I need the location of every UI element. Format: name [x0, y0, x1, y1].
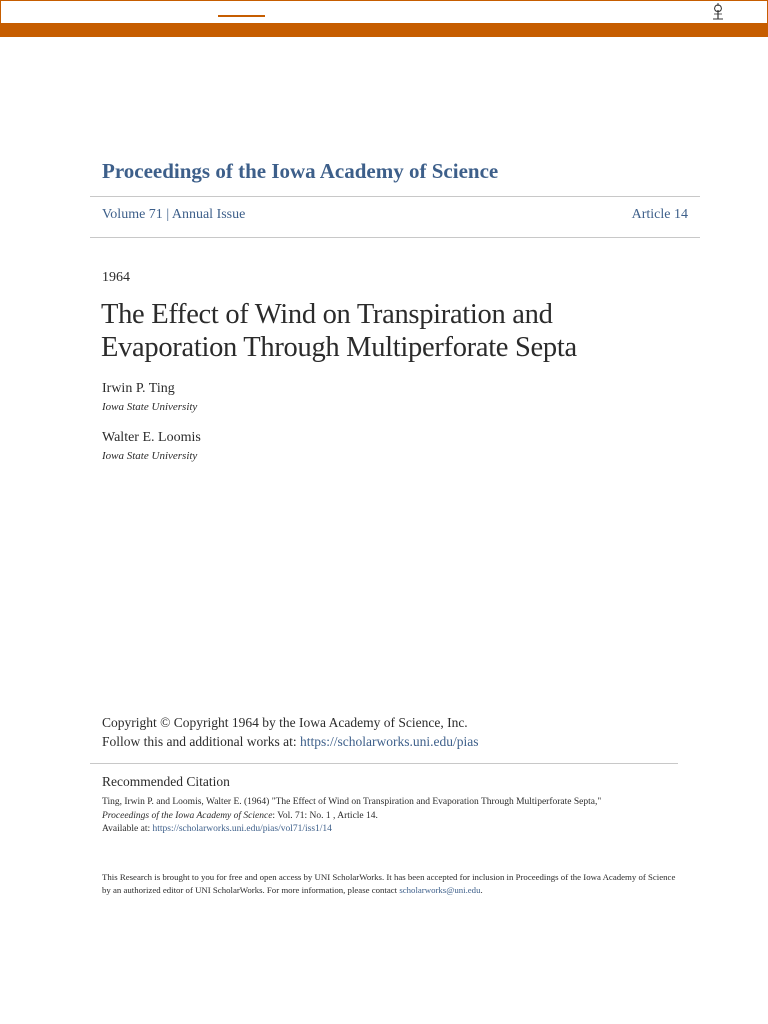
author-name[interactable]: Irwin P. Ting [102, 381, 175, 396]
publication-year: 1964 [102, 270, 130, 285]
author-affiliation: Iowa State University [102, 401, 198, 413]
divider [90, 763, 678, 764]
notice-text: This Research is brought to you for free and open access by UNI ScholarWorks. It has been accepted for inclusion in Proceedings of the Iowa Academy of Science by an authorized editor of UNI ScholarWorks. For more information, please contact [102, 872, 676, 895]
separator: | [166, 207, 170, 222]
header-link[interactable] [218, 15, 265, 17]
scholarworks-logo-icon[interactable] [709, 2, 727, 22]
article-title-line: The Effect of Wind on Transpiration and [101, 299, 553, 330]
divider [90, 196, 700, 197]
author-name[interactable]: Walter E. Loomis [102, 430, 201, 445]
collection-link[interactable]: https://scholarworks.uni.edu/pias [300, 734, 479, 749]
available-prefix: Available at: [102, 824, 153, 834]
article-title-line: Evaporation Through Multiperforate Septa [101, 332, 577, 363]
recommended-citation-heading: Recommended Citation [102, 774, 230, 789]
top-header-bar [0, 0, 768, 23]
article-number-link[interactable]: Article 14 [631, 207, 688, 222]
citation-volume: : Vol. 71: No. 1 , Article 14. [272, 810, 378, 821]
notice-end: . [480, 885, 483, 895]
citation-journal: Proceedings of the Iowa Academy of Science [102, 810, 273, 821]
citation-journal-line [102, 810, 682, 824]
contact-email-link[interactable]: scholarworks@uni.edu [399, 885, 481, 895]
open-access-notice [102, 871, 677, 897]
article-link[interactable]: https://scholarworks.uni.edu/pias/vol71/iss1/14 [152, 824, 332, 834]
follow-line [102, 732, 478, 751]
citation-block [102, 796, 682, 837]
volume-link[interactable]: Volume 71 [102, 207, 163, 222]
issue-link[interactable]: Annual Issue [171, 207, 246, 222]
copyright-text: Copyright © Copyright 1964 by the Iowa Academy of Science, Inc. [102, 715, 468, 730]
citation-line: Ting, Irwin P. and Loomis, Walter E. (1964) "The Effect of Wind on Transpiration and Evaporation Through Multiperforate Septa," [102, 797, 602, 807]
volume-issue-line [102, 207, 245, 223]
journal-title[interactable]: Proceedings of the Iowa Academy of Science [102, 159, 499, 183]
divider [90, 237, 700, 238]
header-band [0, 23, 768, 37]
article-title [101, 298, 661, 364]
follow-prefix: Follow this and additional works at: [102, 734, 300, 749]
author-affiliation: Iowa State University [102, 450, 198, 462]
citation-available-line [102, 823, 682, 837]
